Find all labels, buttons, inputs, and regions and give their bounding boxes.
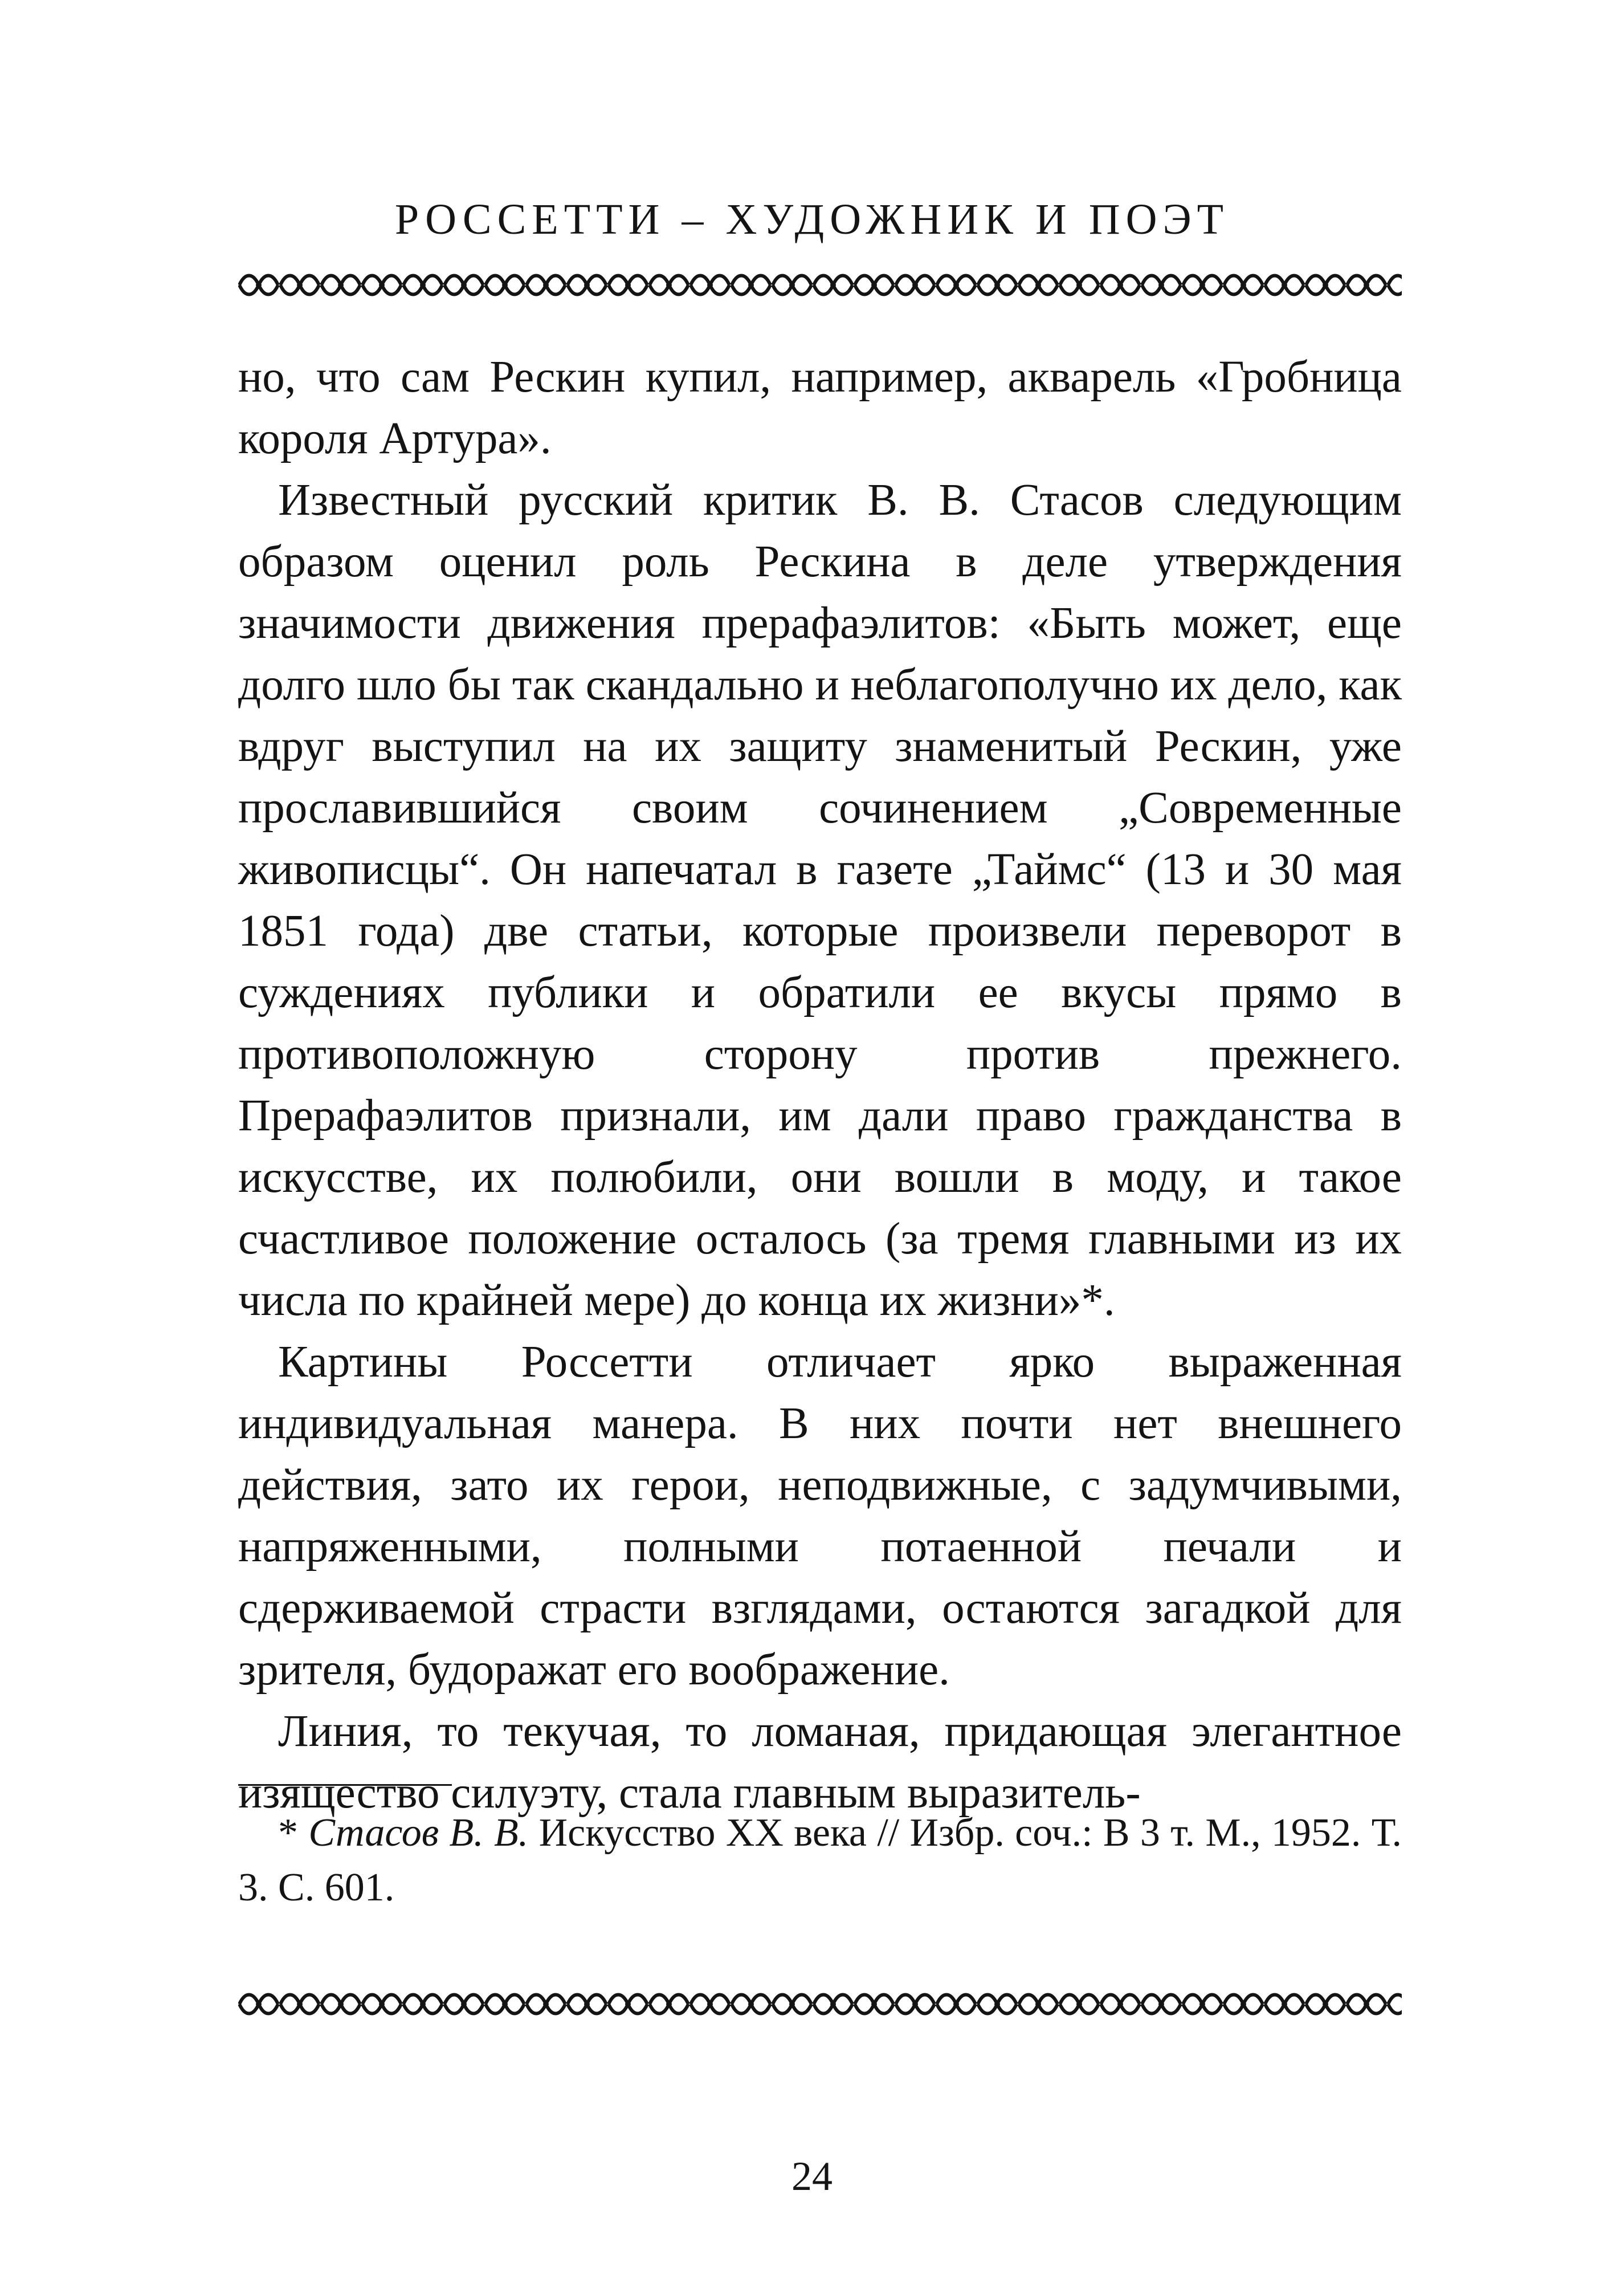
braided-border-ornament-icon — [238, 269, 1402, 301]
page-number: 24 — [791, 2153, 833, 2199]
footnote-marker: * — [278, 1811, 309, 1855]
top-ornament-border — [238, 269, 1402, 301]
footnote-text: Искусство XX века // Избр. соч.: В 3 т. М., 1952. Т. 3. С. 601. — [238, 1811, 1402, 1909]
paragraph-4: Линия, то текучая, то ломаная, придающая элегантное изящество силуэту, стала главным выразитель- — [238, 1707, 1402, 1818]
footnote-separator — [238, 1784, 452, 1786]
paragraph-2: Известный русский критик В. В. Стасов следующим образом оценил роль Рескина в деле утверждения значимости движения прерафаэлитов: «Быть может, еще долго шло бы так скандально и неблагополучно их дело, как вдруг выступил на их защиту знаменитый Рескин, уже прославившийся своим сочинением „Современные живописцы“. Он напечатал в газете „Таймс“ (13 и 30 мая 1851 года) две статьи, которые произвели переворот в суждениях публики и обратили ее вкусы прямо в противоположную сторону против прежнего. Прерафаэлитов признали, им дали право гражданства в искусстве, их полюбили, они вошли в моду, и такое счастливое положение осталось (за тремя главными из их числа по крайней мере) до конца их жизни»*. — [238, 475, 1402, 1325]
footnote — [238, 1806, 1402, 1915]
braided-border-ornament-icon — [238, 1988, 1402, 2020]
paragraph-3: Картины Россетти отличает ярко выраженная индивидуальная манера. В них почти нет внешнего действия, зато их герои, неподвижные, с задумчивыми, напряженными, полными потаенной печали и сдерживаемой страсти взглядами, остаются загадкой для зрителя, будоражат его воображение. — [238, 1337, 1402, 1695]
paragraph-1: но, что сам Рескин купил, например, акварель «Гробница короля Артура». — [238, 352, 1402, 463]
bottom-ornament-border — [238, 1988, 1402, 2020]
running-head: РОССЕТТИ – ХУДОЖНИК И ПОЭТ — [394, 196, 1230, 243]
footnote-author: Стасов В. В. — [308, 1811, 529, 1855]
main-text — [238, 347, 1402, 1824]
